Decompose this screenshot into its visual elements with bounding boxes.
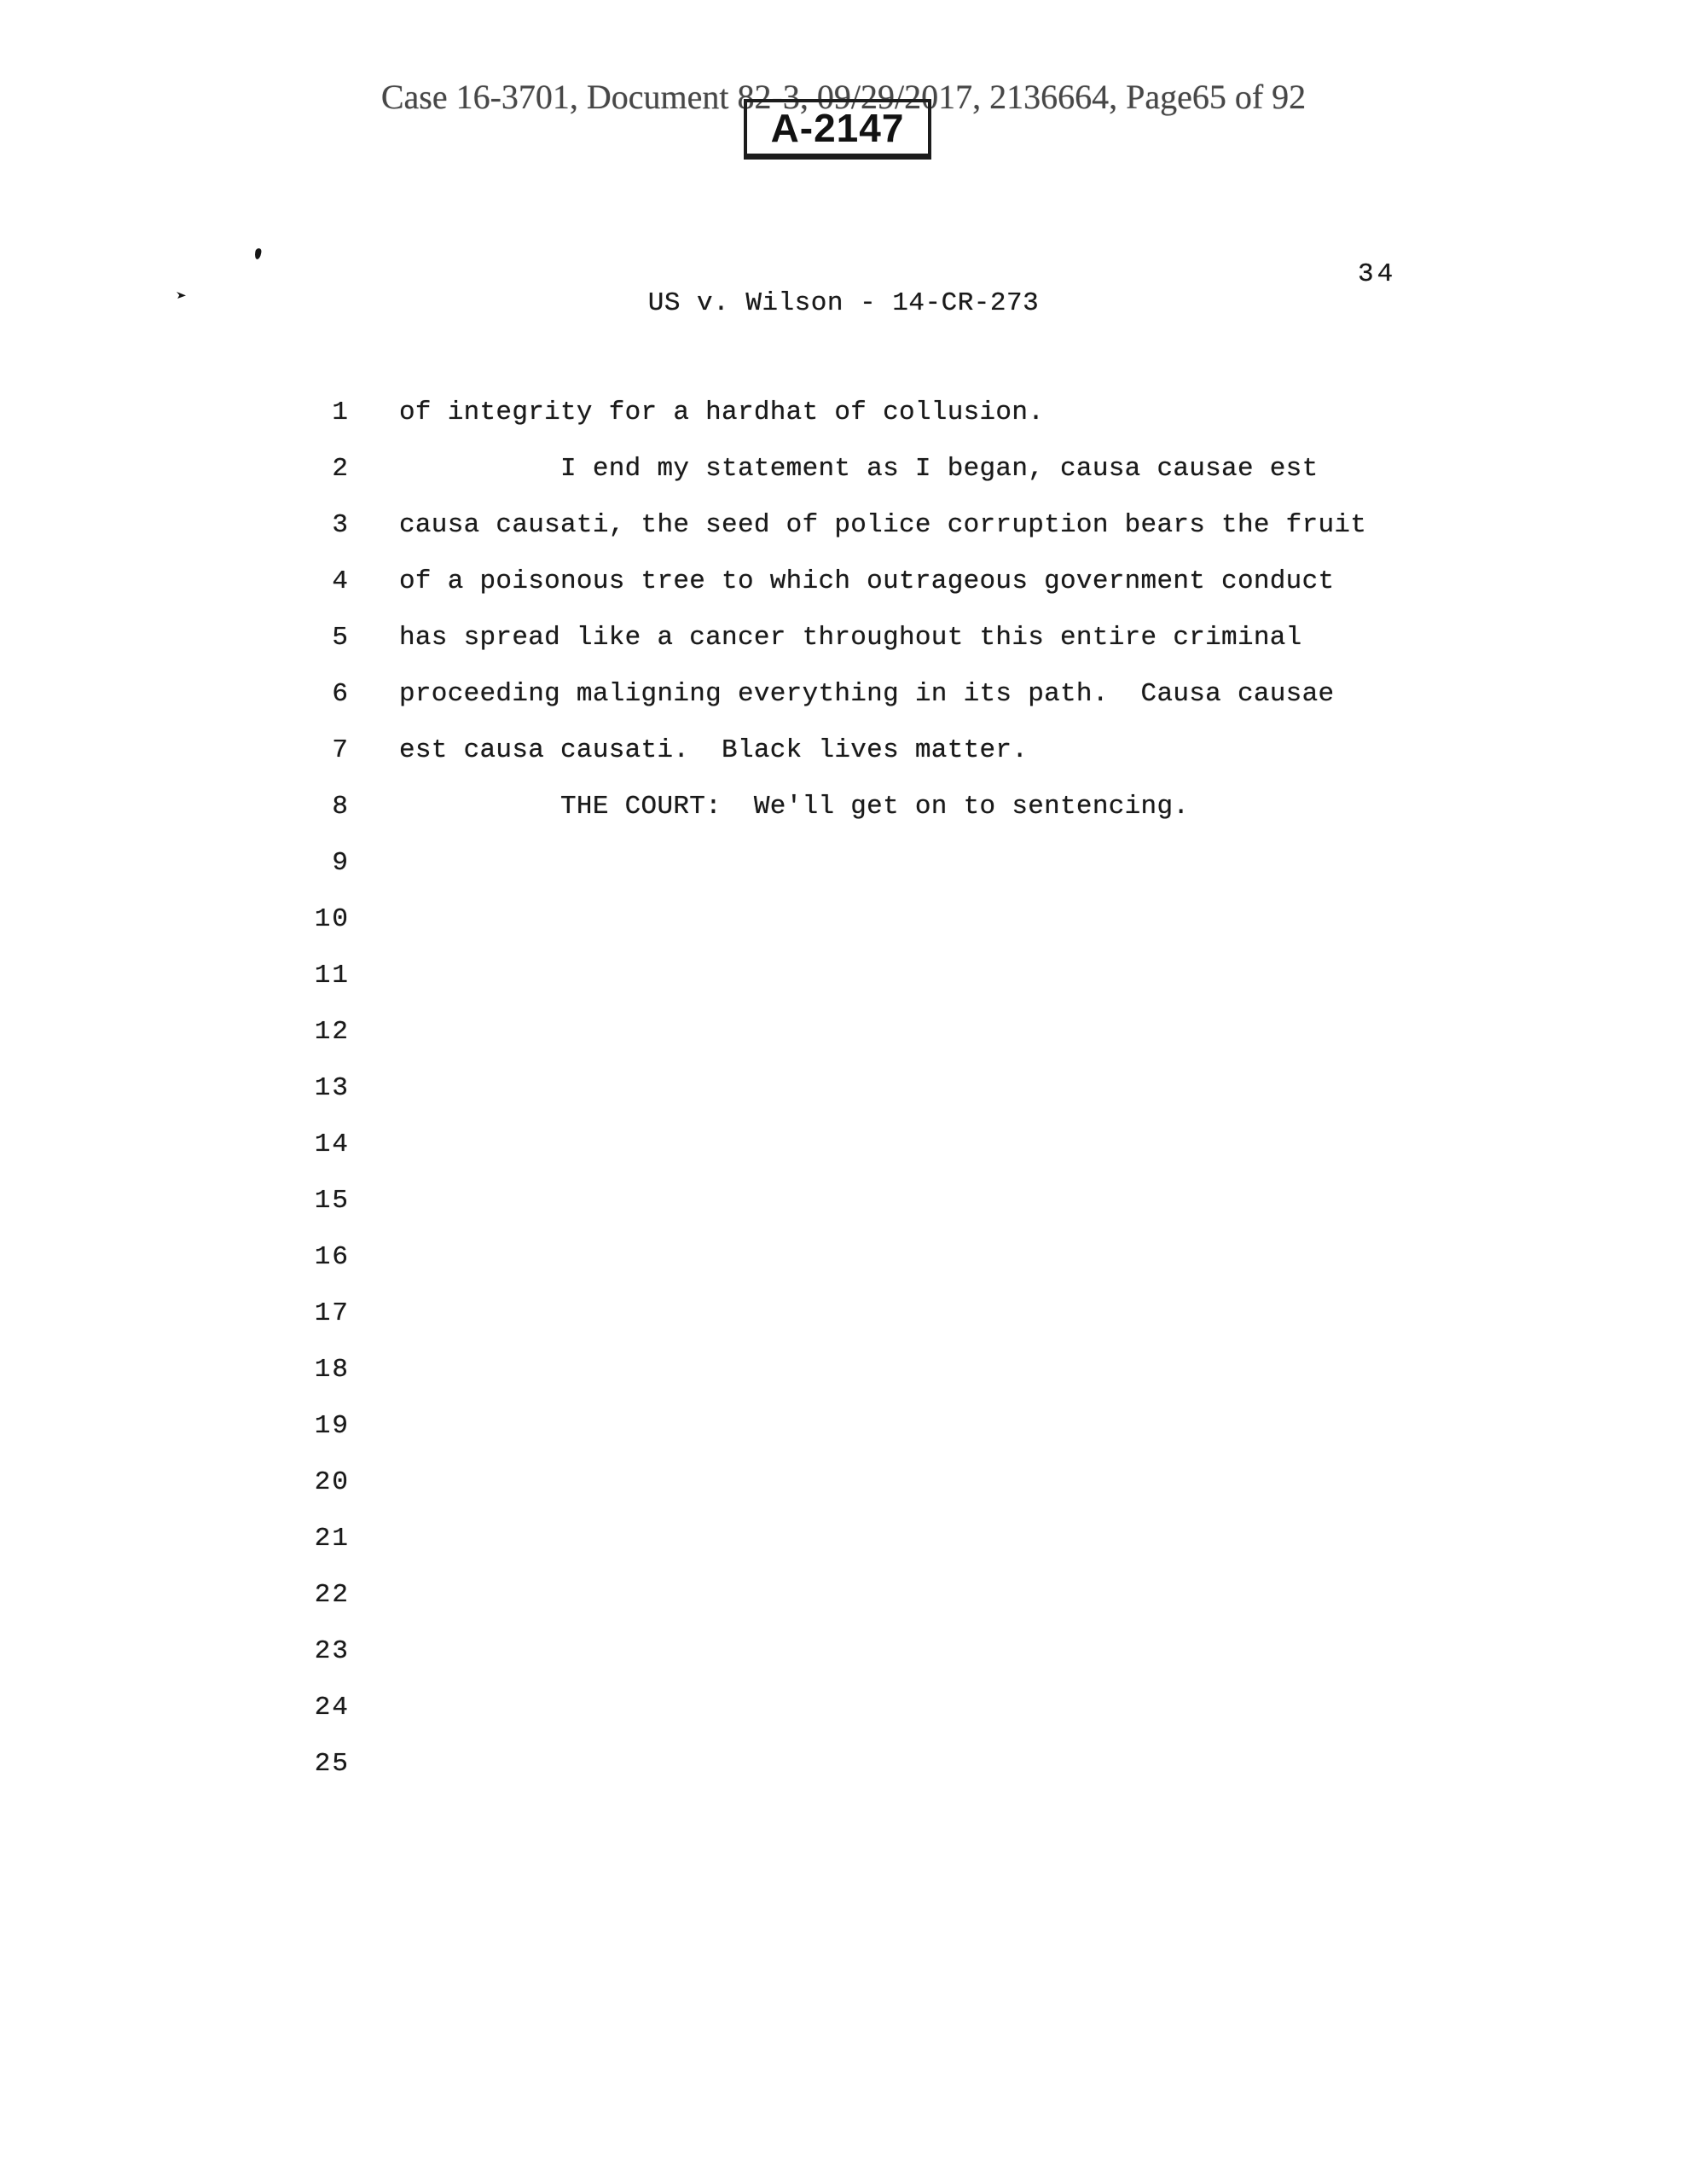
line-number: 4 [332,566,350,596]
line-number: 22 [314,1579,350,1610]
line-number: 14 [314,1129,350,1159]
transcript-line [0,1285,1687,1341]
line-number: 21 [314,1523,350,1554]
line-text: causa causati, the seed of police corruption bears the fruit [399,509,1367,540]
transcript-line [0,947,1687,1003]
appendix-stamp-box [744,99,931,160]
transcript-line [0,1341,1687,1397]
line-number: 9 [332,847,350,878]
court-filing-header: Case 16-3701, Document 82-3, 09/29/2017, 2136664, Page65 of 92 [380,78,1307,116]
transcript-line [0,1566,1687,1623]
line-number: 8 [332,791,350,822]
line-number: 11 [314,960,350,990]
line-number: 20 [314,1467,350,1497]
transcript-line [0,609,1687,665]
line-number: 10 [314,903,350,934]
line-number: 25 [314,1748,350,1779]
transcript-line [0,1510,1687,1566]
line-text: THE COURT: We'll get on to sentencing. [399,791,1190,822]
line-number: 7 [332,735,350,765]
transcript-line [0,891,1687,947]
line-number: 15 [314,1185,350,1216]
transcript-line [0,1116,1687,1172]
transcript-line [0,1228,1687,1285]
page-number: 34 [1358,259,1397,289]
case-caption-title: US v. Wilson - 14-CR-273 [647,288,1040,318]
line-number: 12 [314,1016,350,1047]
ink-speck [254,247,262,259]
appendix-stamp-label: A-2147 [770,106,905,150]
line-text: proceeding maligning everything in its path. Causa causae [399,678,1335,709]
transcript-line [0,1003,1687,1060]
line-text: est causa causati. Black lives matter. [399,735,1029,765]
line-number: 6 [332,678,350,709]
line-text: of integrity for a hardhat of collusion. [399,397,1045,427]
line-number: 18 [314,1354,350,1385]
line-number: 16 [314,1241,350,1272]
transcript-line [0,1623,1687,1679]
line-number: 19 [314,1410,350,1441]
transcript-line [0,1397,1687,1454]
transcript-line [0,834,1687,891]
line-number: 17 [314,1298,350,1328]
transcript-line [0,1679,1687,1735]
transcript-line [0,553,1687,609]
transcript-lines [0,384,1687,1792]
transcript-line [0,665,1687,722]
line-text: has spread like a cancer throughout this entire criminal [399,622,1302,653]
line-number: 2 [332,453,350,484]
transcript-line [0,384,1687,440]
line-text: of a poisonous tree to which outrageous government conduct [399,566,1335,596]
transcript-line [0,1454,1687,1510]
line-number: 3 [332,509,350,540]
line-number: 23 [314,1635,350,1666]
transcript-line [0,497,1687,553]
transcript-line [0,1060,1687,1116]
transcript-line [0,440,1687,497]
line-number: 1 [332,397,350,427]
line-number: 5 [332,622,350,653]
line-number: 13 [314,1072,350,1103]
line-number: 24 [314,1692,350,1722]
line-text: I end my statement as I began, causa causae est [399,453,1319,484]
transcript-line [0,1172,1687,1228]
transcript-line [0,778,1687,834]
transcript-line [0,1735,1687,1792]
transcript-line [0,722,1687,778]
